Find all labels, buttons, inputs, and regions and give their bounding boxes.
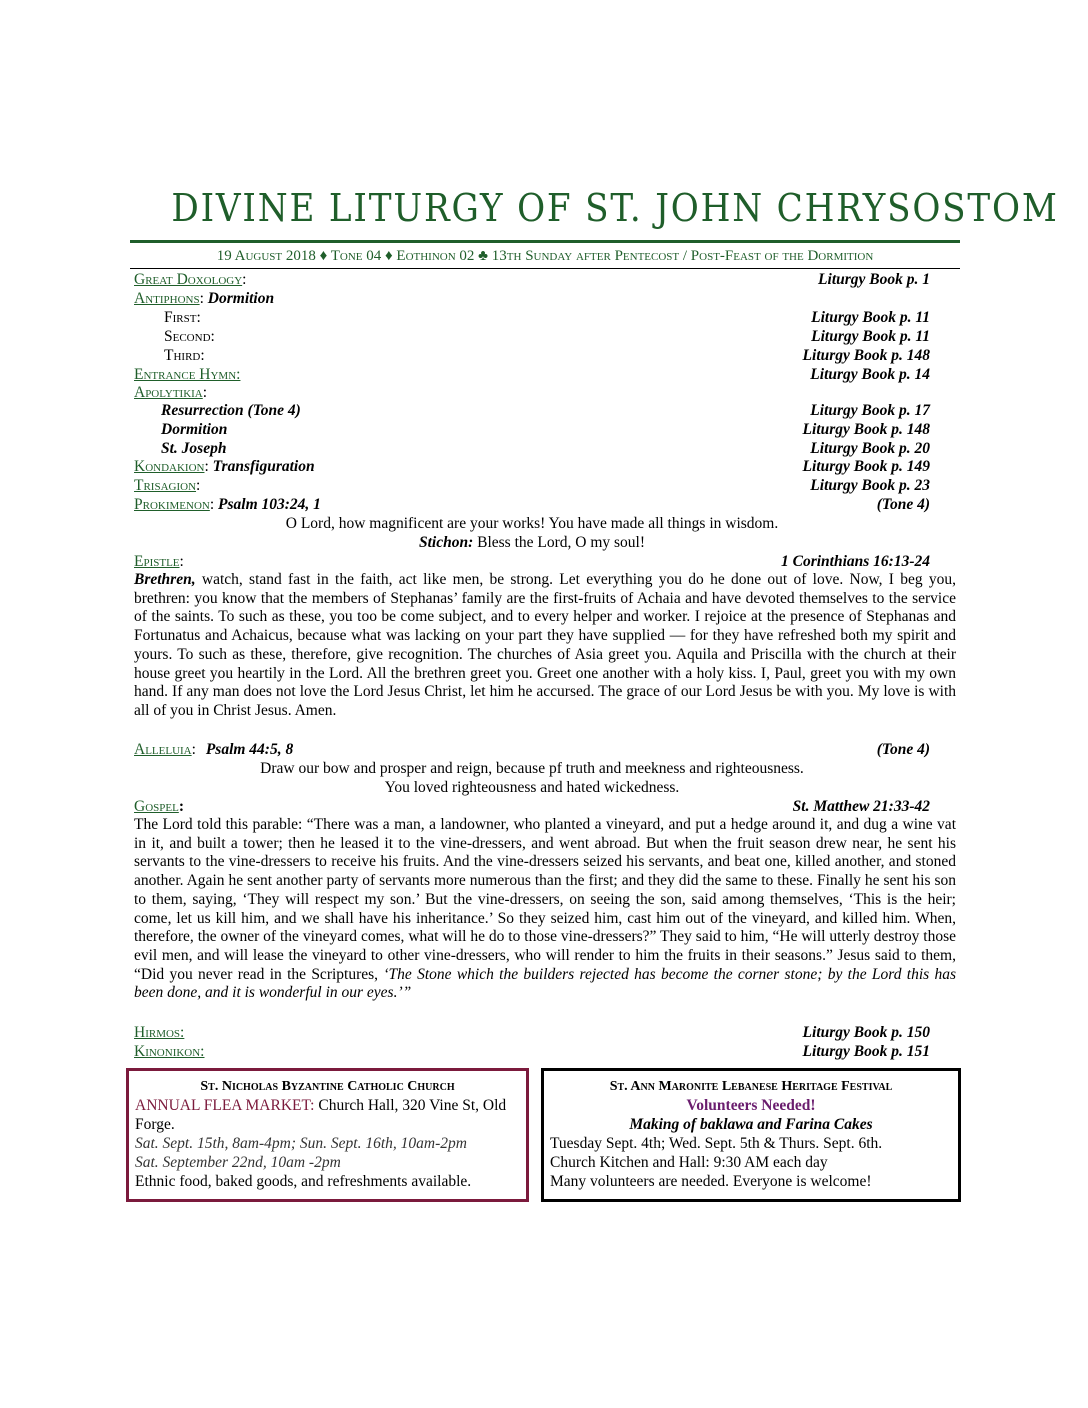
gospel-ref: St. Matthew 21:33-42 (792, 798, 930, 815)
flea-market-event (135, 1096, 520, 1134)
antiphon-third-label: Third: (164, 347, 205, 364)
kondakion-row: Kondakion: Transfiguration Liturgy Book p. 149 (134, 458, 930, 475)
prokimenon-label: Prokimenon (134, 496, 210, 513)
antiphon-first-row (134, 308, 930, 327)
title-rule (130, 240, 960, 243)
alleluia-row: Alleluia: Psalm 44:5, 8 (Tone 4) (134, 741, 930, 758)
flea-market-dates-1: Sat. Sept. 15th, 8am-4pm; Sun. Sept. 16th, 10am-2pm (135, 1135, 467, 1152)
apolytikion-joseph-ref: Liturgy Book p. 20 (810, 440, 930, 457)
gospel-text (134, 816, 956, 1003)
flea-market-dates-2: Sat. September 22nd, 10am -2pm (135, 1154, 341, 1171)
kinonikon-row (134, 1042, 930, 1061)
kondakion-label: Kondakion (134, 458, 205, 475)
antiphons-note: Dormition (207, 290, 275, 307)
apolytikion-dormition: Dormition (161, 421, 228, 438)
festival-volunteers: Volunteers Needed! (686, 1097, 816, 1114)
festival-place: Church Kitchen and Hall: 9:30 AM each day (550, 1154, 828, 1171)
festival-heading: St. Ann Maronite Lebanese Heritage Festival (609, 1079, 893, 1094)
alleluia-psalm: Psalm 44:5, 8 (205, 741, 294, 758)
apolytikia-label: Apolytikia (134, 384, 203, 401)
festival-notice (541, 1068, 961, 1202)
prokimenon-verse: O Lord, how magnificent are your works! You have made all things in wisdom. (285, 515, 779, 532)
antiphon-first-label: First: (164, 309, 201, 326)
apolytikia-row: Apolytikia: (134, 384, 208, 401)
antiphon-first-ref: Liturgy Book p. 11 (811, 309, 930, 326)
antiphon-third-row (134, 346, 930, 365)
gospel-row: Gospel: St. Matthew 21:33-42 (134, 798, 930, 815)
kondakion-note: Transfiguration (212, 458, 315, 475)
gospel-quote: ‘The Stone which the builders rejected has become the corner stone; by the Lord this has been done, and it is wonderful in our eyes.’” (134, 965, 957, 1002)
kondakion-ref: Liturgy Book p. 149 (802, 458, 930, 475)
entrance-hymn-row (134, 365, 930, 384)
trisagion-ref: Liturgy Book p. 23 (810, 477, 930, 494)
entrance-hymn-ref: Liturgy Book p. 14 (810, 366, 930, 383)
alleluia-label: Alleluia (134, 741, 192, 758)
flea-market-title: ANNUAL FLEA MARKET: (135, 1097, 315, 1114)
dateline-rule (130, 268, 960, 269)
hirmos-label: Hirmos: (134, 1024, 185, 1041)
alleluia-verse-2: You loved righteousness and hated wickedness. (384, 779, 680, 796)
festival-days: Tuesday Sept. 4th; Wed. Sept. 5th & Thurs. Sept. 6th. (550, 1135, 883, 1152)
hirmos-row (134, 1023, 930, 1042)
apolytikion-dormition-row (134, 420, 930, 439)
festival-making: Making of baklawa and Farina Cakes (629, 1116, 873, 1133)
antiphons-row: Antiphons: Dormition (134, 290, 275, 307)
epistle-lead: Brethren, (134, 571, 196, 588)
stichon-text: Bless the Lord, O my soul! (477, 534, 646, 551)
great-doxology-row: Great Doxology: Liturgy Book p. 1 (134, 271, 930, 288)
entrance-hymn-label: Entrance Hymn: (134, 366, 241, 383)
page-title: DIVINE LITURGY OF ST. JOHN CHRYSOSTOM (171, 186, 1059, 230)
dateline: 19 August 2018 ♦ Tone 04 ♦ Eothinon 02 ♣ 13th Sunday after Pentecost / Post-Feast of the Dormition (216, 248, 874, 264)
stichon-label: Stichon: (418, 534, 474, 551)
flea-market-food: Ethnic food, baked goods, and refreshments available. (135, 1173, 472, 1190)
antiphons-label: Antiphons (134, 290, 200, 307)
great-doxology-label: Great Doxology (134, 271, 243, 288)
antiphon-third-ref: Liturgy Book p. 148 (802, 347, 930, 364)
kinonikon-label: Kinonikon: (134, 1043, 205, 1060)
epistle-text (134, 571, 956, 721)
epistle-ref: 1 Corinthians 16:13-24 (780, 553, 930, 570)
epistle-label: Epistle (134, 553, 180, 570)
great-doxology-ref: Liturgy Book p. 1 (818, 271, 930, 288)
apolytikion-resurrection: Resurrection (Tone 4) (161, 402, 301, 419)
alleluia-tone: (Tone 4) (876, 741, 930, 758)
gospel-label: Gospel (134, 798, 179, 815)
festival-welcome: Many volunteers are needed. Everyone is welcome! (550, 1173, 872, 1190)
epistle-row: Epistle: 1 Corinthians 16:13-24 (134, 553, 930, 570)
flea-market-location: Church Hall, 320 Vine St, Old Forge. (135, 1097, 507, 1133)
prokimenon-tone: (Tone 4) (876, 496, 930, 513)
trisagion-label: Trisagion (134, 477, 197, 494)
apolytikion-dormition-ref: Liturgy Book p. 148 (802, 421, 930, 438)
apolytikion-joseph-row (134, 439, 930, 458)
gospel-body: The Lord told this parable: “There was a man, a landowner, who planted a vineyard, and put a hedge around it, and dug a wine vat in it, and built a tower; then he leased it to the vine-dressers, and went abroad. But when the fruit season drew near, he sent his servants to the vine-dressers to receive his fruits. And the vine-dressers seized his servants, and beat one, killed another, and stoned another. Again he sent another party of servants more numerous than the first; and they did the same to these. Finally he sent his son to them, saying, ‘They will respect my son.’ But the vine-dressers, on seeing the son, said among themselves, ‘This is the heir; come, let us kill him, and we shall have his inheritance.’ So they seized him, cast him out of the vineyard, and killed him. When, therefore, the owner of the vineyard comes, what will he do to those vine-dressers?” They said to him, “He will utterly destroy those evil men, and will lease the vineyard to other vine-dressers, who will render to him the fruits in their seasons.” Jesus said to them, “Did you never read in the Scriptures, (134, 816, 956, 983)
alleluia-verse-1: Draw our bow and prosper and reign, because pf truth and meekness and righteousness. (260, 760, 804, 777)
prokimenon-row: Prokimenon: Psalm 103:24, 1 (Tone 4) (134, 496, 930, 513)
hirmos-ref: Liturgy Book p. 150 (802, 1024, 930, 1041)
prokimenon-stichon (134, 533, 930, 552)
antiphon-second-row (134, 327, 930, 346)
apolytikion-resurrection-ref: Liturgy Book p. 17 (810, 402, 930, 419)
kinonikon-ref: Liturgy Book p. 151 (802, 1043, 930, 1060)
flea-market-notice (126, 1068, 529, 1202)
epistle-body: watch, stand fast in the faith, act like men, be strong. Let everything you do he done out of love. Now, I beg you, brethren: you know that the members of Stephanas’ family are the first-fruits of Achaia and have devoted themselves to the service of the saints. To such as these, you too be come subject, and to every helper and worker. I rejoice at the presence of Stephanas and Fortunatus and Achaicus, because what was lacking on your part they have supplied — for they have refreshed both my spirit and yours. To such as these, therefore, give recognition. The churches of Asia greet you. Aquila and Priscilla with the church at their house greet you heartily in the Lord. All the brethren greet you. Greet one another with a holy kiss. I, Paul, greet you with my own hand. If any man does not love the Lord Jesus Christ, let him he accursed. The grace of our Lord Jesus be with you. My love is with all of you in Christ Jesus. Amen. (134, 571, 956, 719)
trisagion-row: Trisagion: Liturgy Book p. 23 (134, 477, 930, 494)
flea-market-heading: St. Nicholas Byzantine Catholic Church (200, 1079, 455, 1094)
apolytikion-joseph: St. Joseph (161, 440, 227, 457)
antiphon-second-ref: Liturgy Book p. 11 (811, 328, 930, 345)
prokimenon-psalm: Psalm 103:24, 1 (218, 496, 321, 513)
apolytikion-resurrection-row (134, 401, 930, 420)
antiphon-second-label: Second: (164, 328, 215, 345)
